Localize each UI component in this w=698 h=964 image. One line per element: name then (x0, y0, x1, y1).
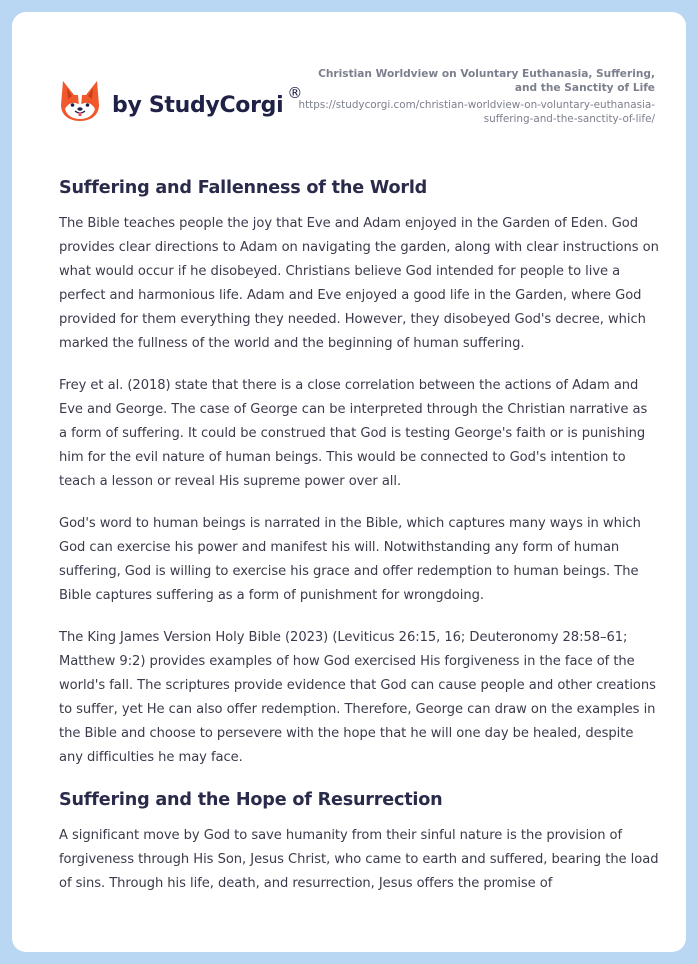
document-title: Christian Worldview on Voluntary Euthanasia, Suffering, and the Sanctity of Life (318, 68, 655, 94)
corgi-icon (60, 79, 100, 123)
registered-mark: ® (287, 84, 303, 102)
article-body (59, 174, 659, 896)
document-meta (295, 67, 655, 126)
paragraph: A significant move by God to save humanity from their sinful nature is the provision of forgiveness through His Son, Jesus Christ, who came to earth and suffered, bearing the load of sins. Through his life, death, and resurrection, Jesus offers the promise of (59, 828, 659, 891)
paragraph: God's word to human beings is narrated in the Bible, which captures many ways in which God can exercise his power and manifest his will. Notwithstanding any form of human suffering, God is willing to exercise his grace and offer redemption to human beings. The Bible captures suffering as a form of punishment for wrongdoing. (59, 516, 641, 603)
document-url[interactable]: https://studycorgi.com/christian-worldview-on-voluntary-euthanasia-suffering-and-the-sanctity-of-life/ (298, 99, 655, 125)
paragraph: The Bible teaches people the joy that Eve and Adam enjoyed in the Garden of Eden. God provides clear directions to Adam on navigating the garden, along with clear instructions on what would occur if he disobeyed. Christians believe God intended for people to live a perfect and harmonious life. Adam and Eve enjoyed a good life in the Garden, where God provided for them everything they needed. However, they disobeyed God's decree, which marked the fullness of the world and the beginning of human suffering. (59, 216, 659, 351)
section-heading: Suffering and the Hope of Resurrection (59, 790, 443, 810)
page-header (12, 12, 686, 152)
paragraph: The King James Version Holy Bible (2023) (Leviticus 26:15, 16; Deuteronomy 28:58–61; Matthew 9:2) provides examples of how God exercised His forgiveness in the face of the world's fall. The scriptures provide evidence that God can cause people and other creations to suffer, yet He can also offer redemption. Therefore, George can draw on the examples in the Bible and choose to persevere with the hope that he will one day be healed, despite any difficulties he may face. (59, 630, 656, 765)
studycorgi-logo[interactable] (60, 76, 302, 126)
logo-text: by StudyCorgi (112, 92, 284, 118)
document-card (12, 12, 686, 952)
section-heading: Suffering and Fallenness of the World (59, 178, 428, 198)
paragraph: Frey et al. (2018) state that there is a close correlation between the actions of Adam and Eve and George. The case of George can be interpreted through the Christian narrative as a form of suffering. It could be construed that God is testing George's faith or is punishing him for the evil nature of human beings. This would be connected to God's intention to teach a lesson or reveal His supreme power over all. (59, 378, 648, 489)
